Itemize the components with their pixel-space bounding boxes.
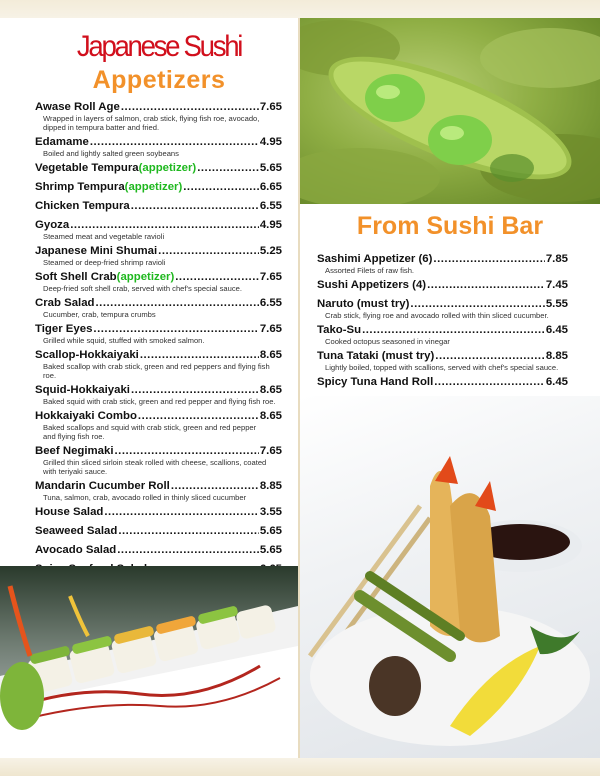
menu-item-price: 3.55 [259,506,282,518]
menu-item-price: 8.85 [545,350,568,362]
menu-item-description: Cooked octopus seasoned in vinegar [325,337,450,346]
menu-item-price: 7.65 [259,271,282,283]
menu-item-name: Chicken Tempura [35,200,130,212]
tempura-illustration [300,396,600,758]
dot-leader [121,101,259,114]
menu-item-price: 8.65 [259,384,282,396]
dot-leader [410,298,544,311]
menu-item-description: Cucumber, crab, tempura crumbs [43,310,156,319]
menu-item-description: Crab stick, flying roe and avocado rolled with thin sliced cucumber. [325,311,549,320]
menu-item-description: Steamed meat and vegetable ravioli [43,232,165,241]
menu-item [35,445,282,476]
menu-item [317,350,568,372]
menu-item-row [35,200,282,213]
menu-item-name: Sushi Appetizers (4) [317,279,427,291]
menu-item-name: Crab Salad [35,297,95,309]
edamame-illustration [300,18,600,204]
menu-item-description: Tuna, salmon, crab, avocado rolled in thinly sliced cucumber [43,493,247,502]
menu-item-name: Mandarin Cucumber Roll [35,480,170,492]
menu-item [35,506,282,519]
dot-leader [118,525,259,538]
dot-leader [115,445,259,458]
menu-item-description: dipped in tempura batter and fried. [43,123,160,132]
sushi-bar-menu [317,253,568,389]
appetizers-menu [35,101,282,594]
menu-item [35,101,282,132]
menu-item-price: 8.85 [259,480,282,492]
menu-item [317,376,568,389]
menu-item-row [35,480,282,493]
dot-leader [131,384,259,397]
menu-item-price: 7.45 [545,279,568,291]
appetizers-heading: Appetizers [92,66,226,94]
menu-item-name: Vegetable Tempura [35,162,139,174]
menu-item-name: Avocado Salad [35,544,117,556]
dot-leader [197,162,259,175]
menu-item-row [35,349,282,362]
menu-item-row [35,506,282,519]
menu-item-name: Tiger Eyes [35,323,93,335]
menu-item-row [35,271,282,284]
menu-item-name: Spicy Tuna Hand Roll [317,376,434,388]
menu-item-row [35,544,282,557]
menu-item-tag: (appetizer) [116,271,175,283]
menu-item-price: 5.55 [545,298,568,310]
bottom-border [0,758,600,776]
menu-item-name: Scallop-Hokkaiyaki [35,349,139,361]
dot-leader [104,506,258,519]
menu-item [317,253,568,275]
menu-item-name: Hokkaiyaki Combo [35,410,137,422]
dot-leader [158,245,259,258]
menu-item-tag: (appetizer) [138,162,197,174]
dot-leader [138,410,259,423]
menu-item-description: Baked scallop with crab stick, green and red peppers and flying fish roe. [43,362,270,380]
menu-item-row [35,136,282,149]
menu-item-price: 8.65 [259,349,282,361]
menu-item [35,297,282,319]
menu-item-name: Soft Shell Crab [35,271,117,283]
page-title: Japanese Sushi [76,30,242,63]
menu-item [317,298,568,320]
menu-item-price: 5.65 [259,544,282,556]
dot-leader [70,219,259,232]
menu-item-name: Sashimi Appetizer (6) [317,253,433,265]
menu-item [35,181,282,194]
dot-leader [183,181,259,194]
menu-item-row [317,253,568,266]
menu-item-tag: (appetizer) [124,181,183,193]
dot-leader [140,349,259,362]
menu-item-name: Beef Negimaki [35,445,114,457]
menu-item-description: Grilled thin sliced sirloin steak rolled with cheese, scallions, coated [43,458,267,467]
menu-item-price: 5.65 [259,525,282,537]
menu-item [35,200,282,213]
menu-item-name: Shrimp Tempura [35,181,125,193]
menu-item-row [317,376,568,389]
menu-item-row [35,245,282,258]
menu-item-description: Grilled while squid, stuffed with smoked salmon. [43,336,205,345]
menu-item-row [35,525,282,538]
menu-item-price: 5.25 [259,245,282,257]
dot-leader [171,480,259,493]
sushi-roll-illustration [0,566,298,758]
menu-item-price: 6.45 [545,324,568,336]
menu-item [35,245,282,267]
menu-item-price: 6.45 [545,376,568,388]
dot-leader [175,271,259,284]
dot-leader [435,350,545,363]
menu-item-row [35,410,282,423]
menu-item [35,349,282,380]
menu-item-description: and flying fish roe. [43,432,105,441]
menu-item-name: Seaweed Salad [35,525,118,537]
menu-item-price: 8.65 [259,410,282,422]
menu-item-price: 6.55 [259,297,282,309]
menu-item-name: Naruto (must try) [317,298,410,310]
dot-leader [427,279,545,292]
menu-item [317,279,568,292]
menu-item [317,324,568,346]
menu-item [35,323,282,345]
menu-item-description: with teriyaki sauce. [43,467,108,476]
menu-item-name: House Salad [35,506,104,518]
menu-item-name: Tako-Su [317,324,362,336]
sushi-roll-photo [0,566,298,758]
menu-item-description: Steamed or deep-fried shrimp ravioli [43,258,166,267]
menu-item-row [35,219,282,232]
menu-item-price: 6.55 [259,200,282,212]
menu-item-description: Baked squid with crab stick, green and red pepper and flying fish roe. [43,397,276,406]
menu-item-price: 7.65 [259,445,282,457]
menu-item [35,136,282,158]
menu-item [35,271,282,293]
menu-item-name: Squid-Hokkaiyaki [35,384,130,396]
menu-item-row [35,162,282,175]
dot-leader [362,324,545,337]
menu-item-price: 5.65 [259,162,282,174]
dot-leader [434,376,545,389]
menu-item-description: Baked scallops and squid with crab stick, green and red pepper [43,423,257,432]
menu-item-row [35,101,282,114]
menu-item-name: Edamame [35,136,89,148]
menu-item-row [35,445,282,458]
top-border [0,0,600,18]
dot-leader [433,253,544,266]
menu-item-price: 7.65 [259,101,282,113]
sushi-bar-heading: From Sushi Bar [356,212,544,240]
menu-item-row [35,181,282,194]
menu-item-row [317,298,568,311]
menu-item-name: Awase Roll Age [35,101,120,113]
menu-item-name: Tuna Tataki (must try) [317,350,435,362]
menu-item-row [35,297,282,310]
menu-item-price: 6.65 [259,181,282,193]
menu-item-description: Deep-fried soft shell crab, served with chef's special sauce. [43,284,242,293]
menu-item-price: 4.95 [259,219,282,231]
edamame-photo [300,18,600,204]
menu-item [35,525,282,538]
menu-item-name: Gyoza [35,219,70,231]
menu-item-row [35,384,282,397]
dot-leader [90,136,259,149]
menu-item-name: Japanese Mini Shumai [35,245,158,257]
menu-item-description: Assorted Filets of raw fish. [325,266,415,275]
menu-item-price: 7.65 [259,323,282,335]
menu-item [35,480,282,502]
menu-item-row [317,324,568,337]
menu-item-row [35,323,282,336]
menu-item [35,162,282,175]
menu-item-description: Wrapped in layers of salmon, crab stick, flying fish roe, avocado, [43,114,260,123]
dot-leader [117,544,259,557]
tempura-photo [300,396,600,758]
dot-leader [131,200,259,213]
menu-item [35,410,282,441]
menu-item [35,219,282,241]
menu-item-description: Boiled and lightly salted green soybeans [43,149,179,158]
dot-leader [96,297,259,310]
menu-item [35,384,282,406]
menu-item-price: 4.95 [259,136,282,148]
menu-item-row [317,350,568,363]
menu-item-price: 7.85 [545,253,568,265]
dot-leader [93,323,258,336]
menu-item-description: Lightly boiled, topped with scallions, served with chef's special sauce. [325,363,559,372]
menu-item [35,544,282,557]
menu-item-row [317,279,568,292]
